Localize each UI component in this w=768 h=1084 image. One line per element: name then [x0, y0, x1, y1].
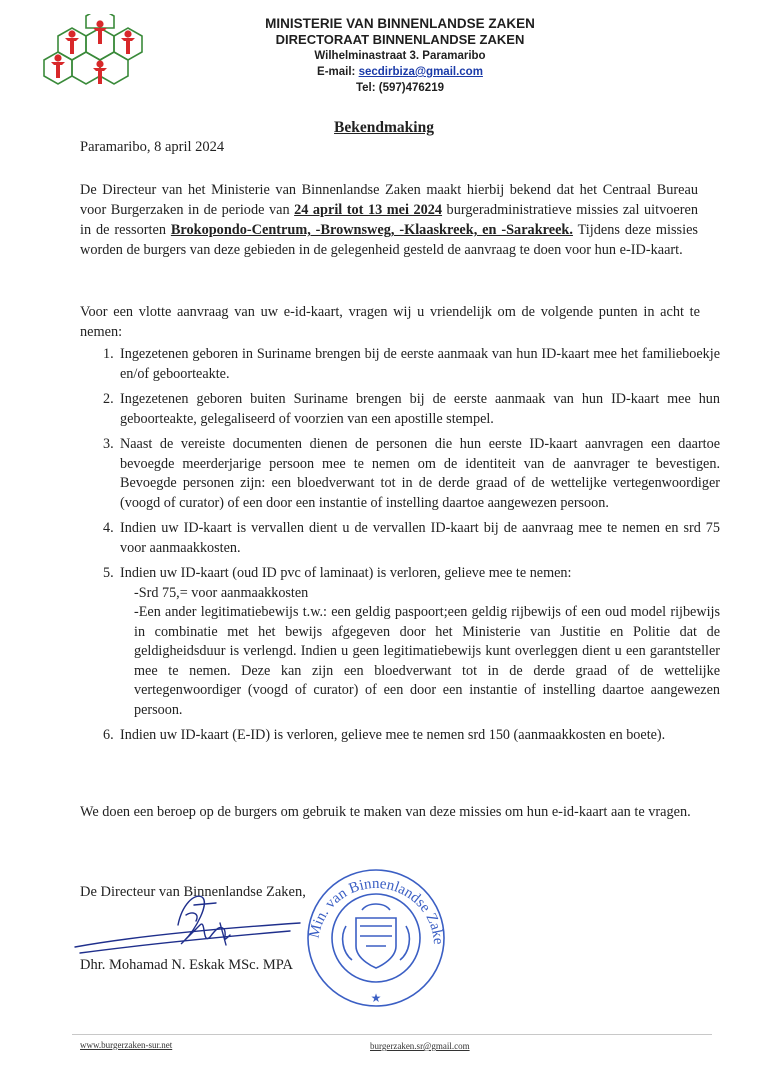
svg-text:Min. van Binnenlandse Zaken [296, 866, 446, 945]
phone: Tel: (597)476219 [355, 82, 444, 94]
sub-item: -Een ander legitimatiebewijs t.w.: een geldig paspoort;een geldig rijbewijs of een oud model rijbewijs in combinatie met het bewijs afgegeven door het Ministerie van Justitie en Politie dat de geldigheidsduur is verlengd. Indien u geen legitimatiebewijs kunt overleggen dient u een garantsteller mee te nemen. Deze kan zijn een bloedverwant tot in de derde graad of de wettelijke vertegenwoordiger (voogd of curator) of een door een instantie of instelling daartoe aangewezen persoon. [134, 604, 720, 718]
svg-text:★: ★ [370, 991, 382, 1005]
request-intro: Voor een vlotte aanvraag van uw e-id-kaart, vragen wij u vriendelijk om de volgende punten in acht te nemen: [80, 304, 700, 340]
footer-divider [72, 1034, 712, 1035]
ministry-name: MINISTERIE VAN BINNENLANDSE ZAKEN [265, 16, 535, 31]
intro-paragraph [80, 180, 698, 260]
intro-text-3: Tijdens deze missies worden de burgers van deze gebieden in de gelegenheid gesteld de aanvraag te doen voor hun e-ID-kaart. [80, 222, 698, 258]
directorate-name: DIRECTORAAT BINNENLANDSE ZAKEN [275, 32, 525, 47]
item-number: 3. [103, 436, 114, 452]
official-stamp-icon [296, 866, 456, 1010]
mission-period: 24 april tot 13 mei 2024 [294, 202, 443, 218]
mission-areas: Brokopondo-Centrum, -Brownsweg, -Klaaskreek, en -Sarakreek. [170, 222, 573, 238]
item-number: 6. [103, 727, 114, 743]
stamp-text: Min. van Binnenlandse Zake [306, 875, 447, 946]
list-item [80, 345, 720, 384]
footer-website[interactable]: www.burgerzaken-sur.net [80, 1040, 173, 1050]
item-text: Ingezetenen geboren in Suriname brengen bij de eerste aanmaak van hun ID-kaart mee het familieboekje en/of geboorteakte. [120, 346, 720, 382]
signer-role: De Directeur van Binnenlandse Zaken, [80, 884, 306, 900]
footer-email[interactable]: burgerzaken.sr@gmail.com [370, 1041, 470, 1051]
page-title: Bekendmaking [334, 119, 434, 136]
item-text: Indien uw ID-kaart (E-ID) is verloren, gelieve mee te nemen srd 150 (aanmaakkosten en boete). [120, 727, 666, 743]
address: Wilhelminastraat 3. Paramaribo [314, 50, 486, 62]
intro-text-1: De Directeur van het Ministerie van Binnenlandse Zaken maakt hierbij bekend dat het Centraal Bureau voor Burgerzaken in de periode van [80, 182, 698, 218]
letterhead [240, 16, 560, 96]
email-label: E-mail: [317, 66, 359, 78]
list-item [80, 435, 720, 513]
ministry-logo-icon [38, 14, 156, 98]
requirements-list [80, 345, 720, 752]
list-item [80, 726, 720, 746]
item-text: Naast de vereiste documenten dienen de personen die hun eerste ID-kaart aanvragen een daartoe bevoegde meerderjarige persoon mee te nemen om de identiteit van de aanvrager te bevestigen. Bevoegde personen zijn: een bloedverwant tot in de derde graad of de wettelijke vertegenwoordiger (voogd of curator) of een door een instantie of instelling daartoe aangewezen persoon. [120, 436, 720, 511]
list-item [80, 519, 720, 558]
item-number: 4. [103, 520, 114, 536]
item-text: Indien uw ID-kaart is vervallen dient u de vervallen ID-kaart bij de aanvraag mee te nemen en srd 75 voor aanmaakkosten. [120, 520, 720, 556]
list-item [80, 390, 720, 429]
item-text: Ingezetenen geboren buiten Suriname brengen bij de eerste aanmaak van hun ID-kaart mee hun geboorteakte, gelegaliseerd of voorzien van een apostille stempel. [120, 391, 720, 427]
list-item [80, 564, 720, 720]
sub-item: -Srd 75,= voor aanmaakkosten [134, 584, 309, 601]
date-line: Paramaribo, 8 april 2024 [80, 139, 225, 155]
item-number: 5. [103, 565, 114, 581]
signer-name: Dhr. Mohamad N. Eskak MSc. MPA [80, 957, 293, 973]
item-number: 1. [103, 346, 114, 362]
intro-text-2: burgeradministratieve missies zal uitvoeren in de ressorten [80, 202, 698, 238]
email-link[interactable]: secdirbiza@gmail.com [358, 66, 483, 78]
item-number: 2. [103, 391, 114, 407]
email-line [240, 64, 560, 80]
item-text: Indien uw ID-kaart (oud ID pvc of laminaat) is verloren, gelieve mee te nemen: [120, 565, 572, 581]
closing-paragraph: We doen een beroep op de burgers om gebruik te maken van deze missies om hun e-id-kaart aan te vragen. [80, 804, 691, 820]
